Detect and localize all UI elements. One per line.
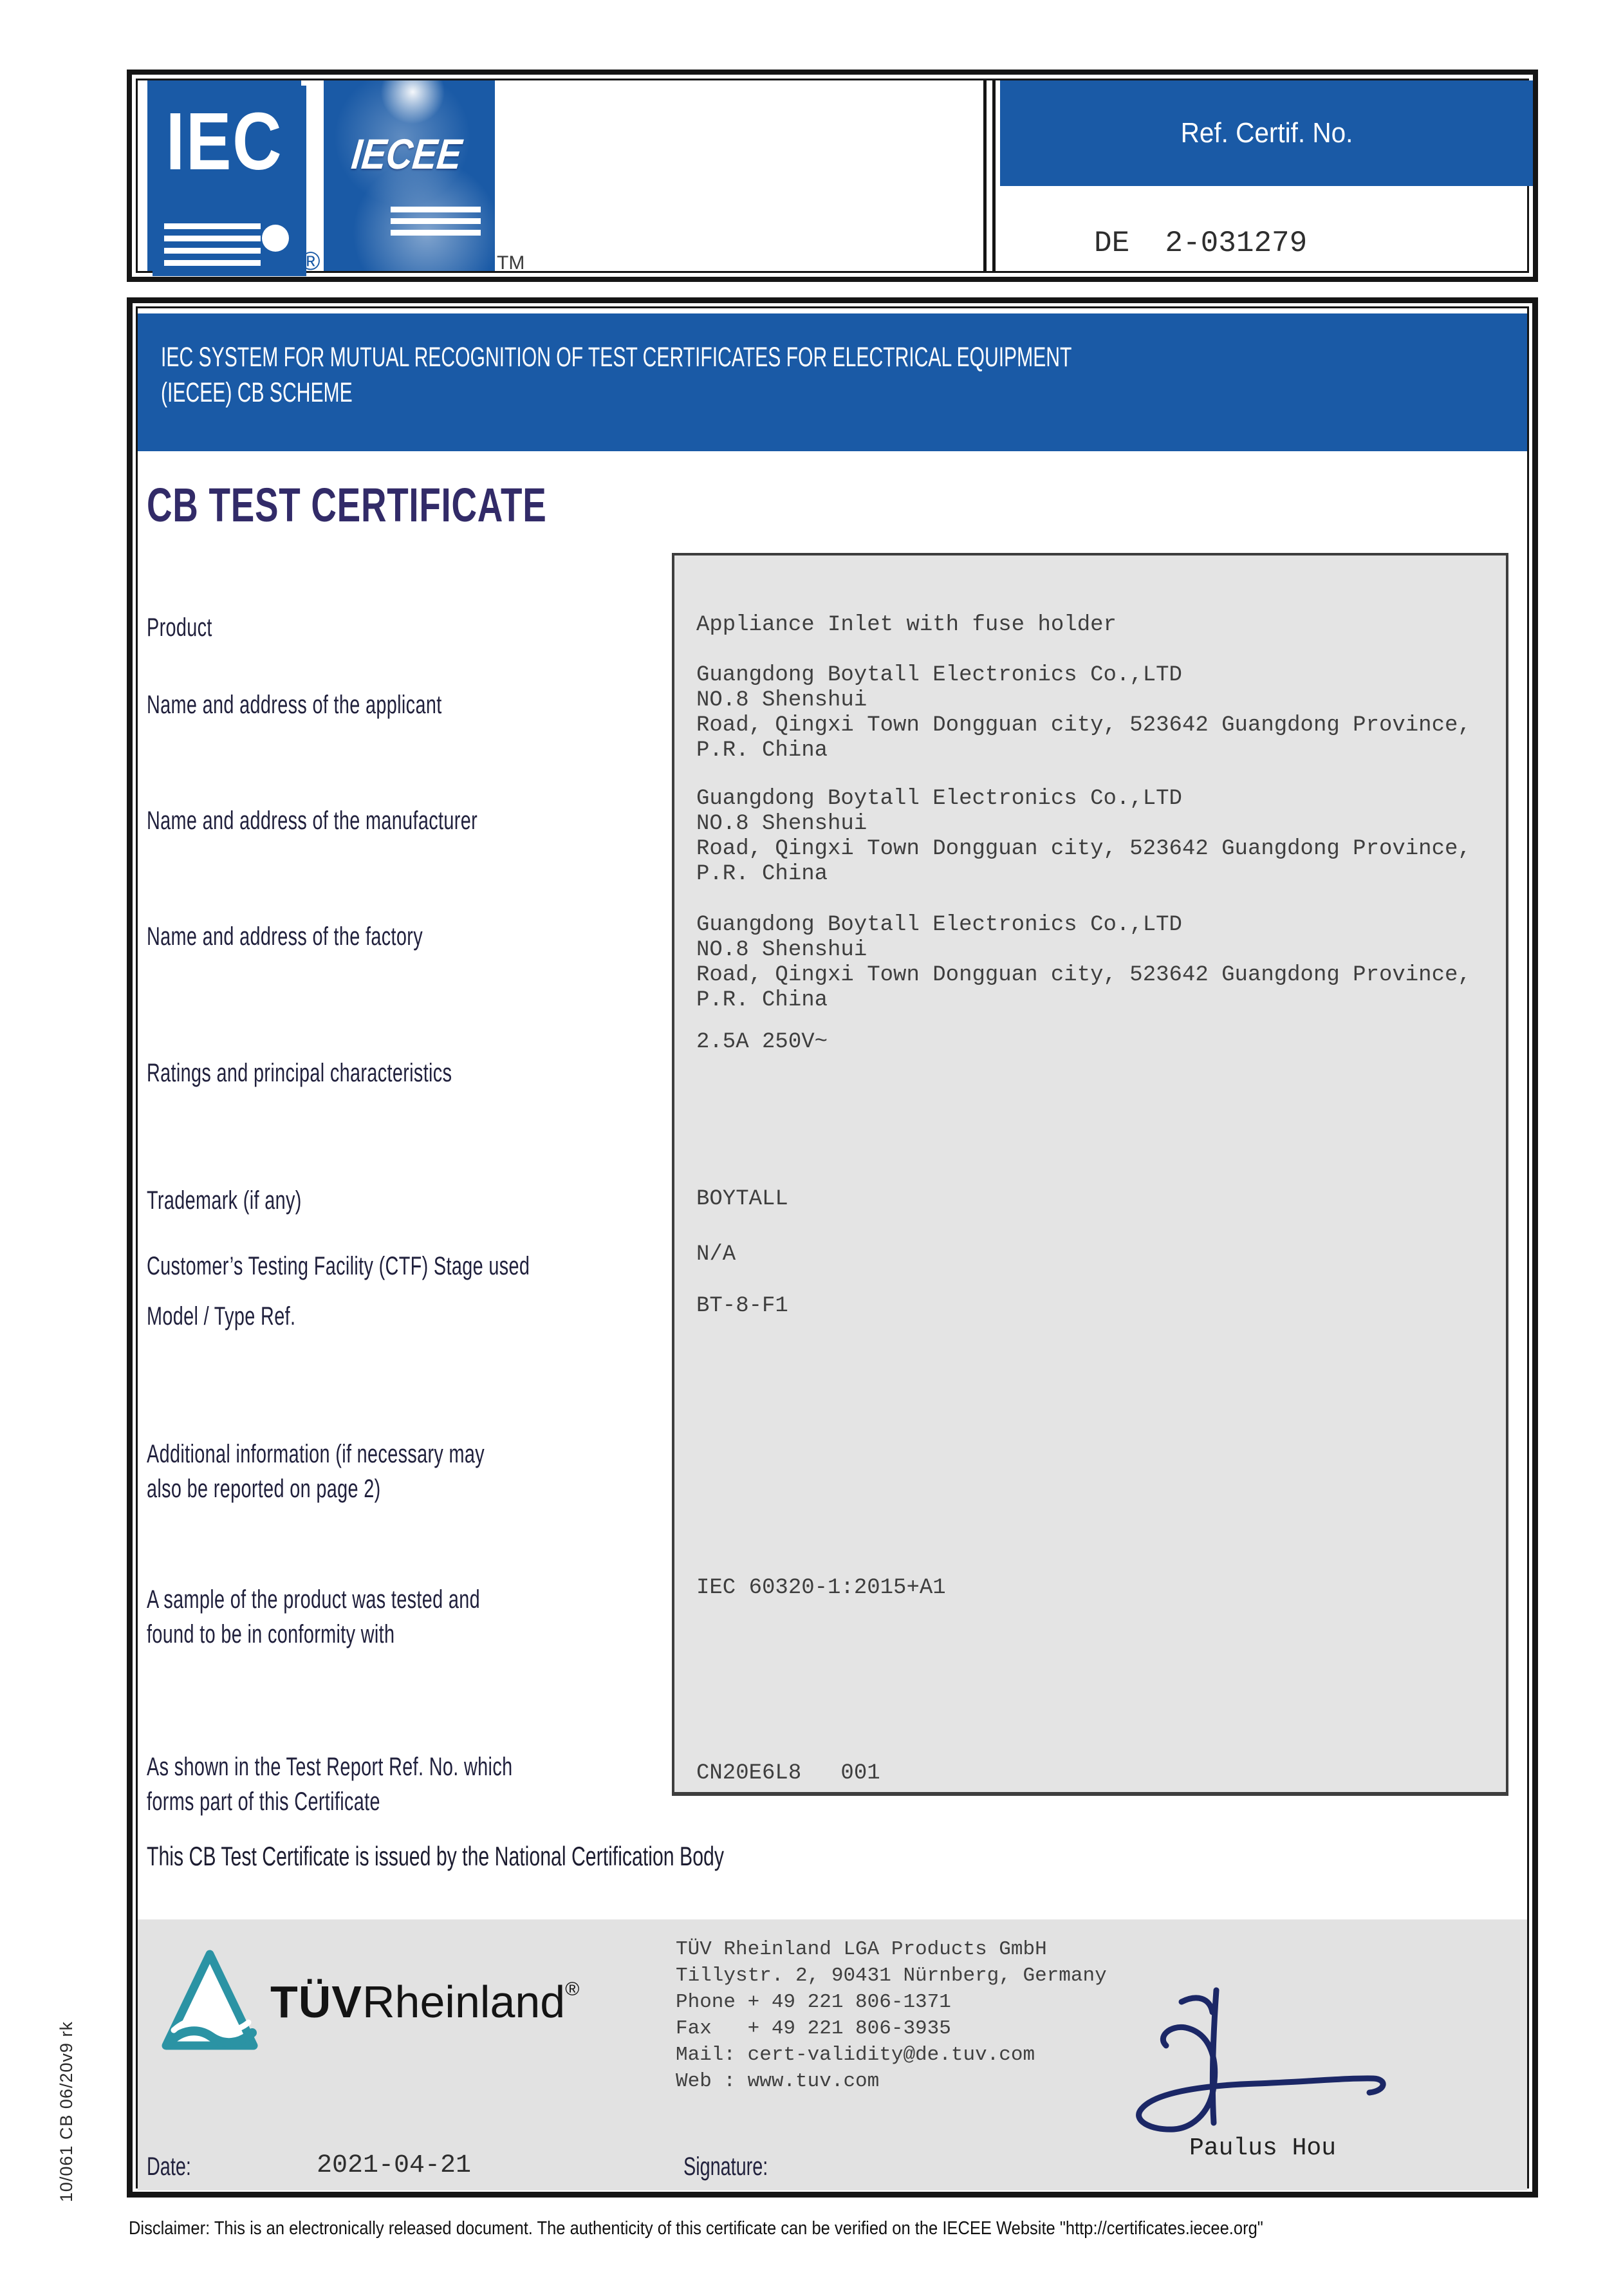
additional-info-label: Additional information (if necessary may also be reported on page 2) <box>147 1440 485 1503</box>
iecee-logo-text: IECEE <box>349 130 465 178</box>
manufacturer-value: Guangdong Boytall Electronics Co.,LTD NO.8 Shenshui Road, Qingxi Town Dongguan city, 523642 Guangdong Province, P.R. China <box>696 787 1471 886</box>
trademark-value: BOYTALL <box>696 1187 788 1211</box>
tuv-wordmark-regular: Rheinland <box>362 1977 566 2027</box>
tm-symbol: TM <box>497 252 525 274</box>
registered-trademark-icon: ® <box>301 247 320 275</box>
iec-logo-stripe <box>164 260 261 266</box>
iecee-logo-stripe <box>391 218 481 224</box>
iec-logo <box>147 80 301 271</box>
product-label: Product <box>147 613 212 642</box>
iec-logo-dot <box>262 225 289 252</box>
header-divider <box>992 80 996 271</box>
scheme-banner-line2: (IECEE) CB SCHEME <box>161 377 353 408</box>
conformity-label: A sample of the product was tested and found to be in conformity with <box>147 1585 480 1648</box>
ctf-stage-value: N/A <box>696 1242 736 1267</box>
factory-label: Name and address of the factory <box>147 922 423 951</box>
date-label: Date: <box>147 2152 191 2181</box>
applicant-value: Guangdong Boytall Electronics Co.,LTD NO.8 Shenshui Road, Qingxi Town Dongguan city, 523642 Guangdong Province, P.R. China <box>696 663 1471 763</box>
applicant-label: Name and address of the applicant <box>147 691 442 719</box>
signer-name: Paulus Hou <box>1189 2134 1337 2162</box>
ncb-contact-block: TÜV Rheinland LGA Products GmbH Tillystr. 2, 90431 Nürnberg, Germany Phone + 49 221 806-1371 Fax + 49 221 806-3935 Mail: cert-validity@de.tuv.com Web : www.tuv.com <box>676 1938 1107 2093</box>
issuer-statement: This CB Test Certificate is issued by the National Certification Body <box>147 1841 724 1871</box>
model-type-label: Model / Type Ref. <box>147 1302 296 1330</box>
ref-certif-no-label: Ref. Certif. No. <box>1180 117 1353 149</box>
registered-trademark-icon: ® <box>565 1979 580 2000</box>
iec-logo-stripe <box>164 236 261 241</box>
conformity-standard-value: IEC 60320-1:2015+A1 <box>696 1576 946 1600</box>
iecee-logo-stripe <box>391 207 481 212</box>
page-title: CB TEST CERTIFICATE <box>147 478 547 532</box>
tuv-wordmark-bold: TÜV <box>270 1977 362 2027</box>
factory-value: Guangdong Boytall Electronics Co.,LTD NO.8 Shenshui Road, Qingxi Town Dongguan city, 523642 Guangdong Province, P.R. China <box>696 913 1471 1013</box>
product-value: Appliance Inlet with fuse holder <box>696 613 1117 637</box>
iec-logo-stripe <box>164 223 261 229</box>
test-report-label: As shown in the Test Report Ref. No. which forms part of this Certificate <box>147 1753 513 1816</box>
model-type-value: BT-8-F1 <box>696 1294 788 1318</box>
ref-certif-no-band <box>1000 80 1533 186</box>
test-report-value: CN20E6L8 001 <box>696 1761 880 1786</box>
disclaimer-text: Disclaimer: This is an electronically released document. The authenticity of this certificate can be verified on the IECEE Website "http://certificates.iecee.org" <box>129 2218 1263 2239</box>
ctf-stage-label: Customer’s Testing Facility (CTF) Stage used <box>147 1252 530 1280</box>
form-reference-side-note: 10/061 CB 06/20v9 rk <box>57 2021 76 2203</box>
manufacturer-label: Name and address of the manufacturer <box>147 807 478 835</box>
scheme-banner-line1: IEC SYSTEM FOR MUTUAL RECOGNITION OF TEST CERTIFICATES FOR ELECTRICAL EQUIPMENT <box>161 342 1072 373</box>
tuv-rheinland-wordmark <box>270 1976 579 2028</box>
iecee-logo-stripe <box>391 230 481 236</box>
ratings-value: 2.5A 250V~ <box>696 1030 828 1054</box>
signature-label: Signature: <box>683 2152 768 2181</box>
tuv-rheinland-triangle-icon <box>160 1948 260 2055</box>
trademark-label: Trademark (if any) <box>147 1186 302 1215</box>
iecee-logo <box>324 80 495 271</box>
ref-certif-no-value: DE 2-031279 <box>1094 227 1308 260</box>
header-divider <box>983 80 987 271</box>
ratings-label: Ratings and principal characteristics <box>147 1059 452 1087</box>
iec-logo-text: IEC <box>165 96 283 187</box>
date-value: 2021-04-21 <box>317 2151 472 2180</box>
scheme-banner <box>138 313 1527 451</box>
iec-logo-stripe <box>164 248 261 254</box>
signature-icon <box>1120 1983 1422 2143</box>
